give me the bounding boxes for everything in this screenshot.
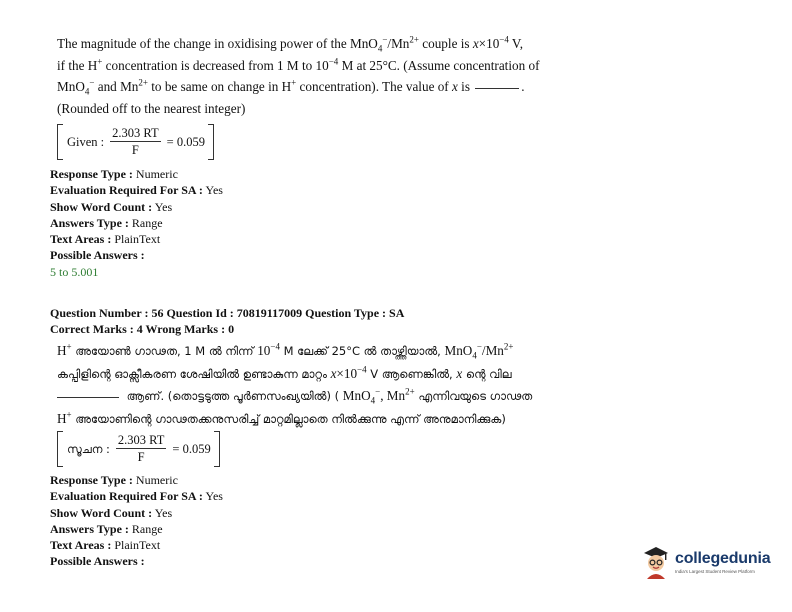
answer-blank <box>475 88 519 89</box>
q56-metadata: Response Type : Numeric Evaluation Required For SA : Yes Show Word Count : Yes Answers Type : Range Text Areas : PlainText Possible Answers : <box>50 473 223 569</box>
q55-line-1: The magnitude of the change in oxidising power of the $MnO_4^-/Mn^{2+}$ couple is $x\times 10^{-4}$ V, <box>57 34 524 54</box>
q56-line-2: കപ്പിളിന്റെ ഓക്സീകരണ ശേഷിയിൽ ഉണ്ടാകുന്ന മാറ്റം $x\times 10^{-4}$ V ആണെങ്കിൽ, x ന്റെ വില <box>57 364 512 381</box>
q56-line-3: ആണ്. (തൊട്ടടുത്ത പൂർണസംഖ്യയിൽ) ( MnO$_4$−, $Mn^{2+}$ എന്നിവയുടെ ഗാഢത <box>57 385 597 408</box>
q55-line-2: if the H+ concentration is decreased from 1 M to $10^{-4}$ M at 25°C. (Assume concentration of <box>57 56 540 73</box>
given-label: Given : <box>67 134 105 149</box>
q55-given-box <box>57 124 214 160</box>
collegedunia-logo: collegedunia India's Largest Student Review Platform <box>641 545 770 579</box>
answer-blank <box>57 397 119 398</box>
hint-label: സൂചന : <box>67 441 110 456</box>
q56-line-1: H+ അയോൺ ഗാഢത, 1 M ൽ നിന്ന് $10^{-4}$ M ലേക്ക് 25°C ൽ താഴ്ത്തിയാൽ, $MnO_4^-/Mn^{2+}$ <box>57 341 514 361</box>
q55-line-3: MnO$_4$− and $Mn^{2+}$ to be same on change in H+ concentration). The value of x is . <box>57 77 525 97</box>
question-55-text <box>57 33 597 119</box>
graduate-mascot-icon <box>641 545 671 579</box>
possible-answer-value: 5 to 5.001 <box>50 264 99 279</box>
hint-value: = 0.059 <box>172 441 211 456</box>
hint-fraction: $\frac{2.303 RT}{F}$ <box>117 433 165 464</box>
question-56-header: Question Number : 56 Question Id : 70819117009 Question Type : SA Correct Marks : 4 Wrong Marks : 0 <box>50 306 405 337</box>
q56-hint-box <box>57 431 220 467</box>
given-value: = 0.059 <box>166 134 205 149</box>
given-fraction: $\frac{2.303 RT}{F}$ <box>112 126 159 157</box>
mno4-mn-couple: $MnO_4^-/Mn^{2+}$ <box>349 34 419 54</box>
q56-line-4: H+ അയോണിന്റെ ഗാഢതക്കനുസരിച്ച് മാറ്റമില്ലാതെ നിൽക്കുന്നു എന്ന് അനുമാനിക്കുക) <box>57 409 506 426</box>
q55-line-4: (Rounded off to the nearest integer) <box>57 100 246 116</box>
question-56-text <box>57 340 597 430</box>
q55-metadata: Response Type : Numeric Evaluation Required For SA : Yes Show Word Count : Yes Answers Type : Range Text Areas : PlainText Possible Answers : 5 to 5.001 <box>50 167 223 279</box>
